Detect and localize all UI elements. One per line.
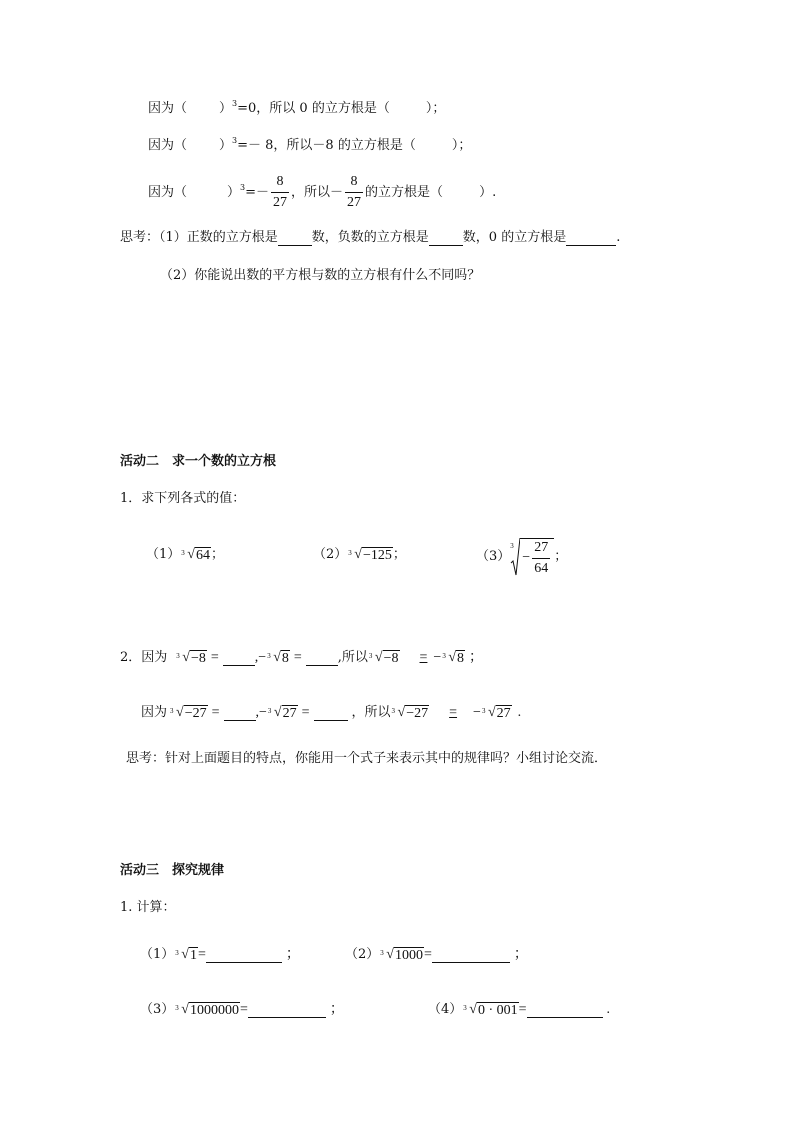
radicand: 0 · 001 xyxy=(477,1003,518,1018)
text: ）. xyxy=(479,184,497,200)
root-index: 3 xyxy=(391,707,396,715)
fraction xyxy=(271,174,289,211)
cube-root: 3 √ −27 xyxy=(392,704,430,722)
activity2-q1 xyxy=(120,490,245,508)
text: 思考：（1）正数的立方根是 xyxy=(120,230,278,245)
answer-blank-equals[interactable]: = xyxy=(419,650,428,665)
radicand: 8 xyxy=(281,651,289,666)
denominator: 64 xyxy=(532,558,550,577)
think-2 xyxy=(160,267,480,285)
text: 2．因为 xyxy=(120,650,168,665)
root-index: 3 xyxy=(267,707,272,715)
root-index: 3 xyxy=(175,949,179,957)
text: ； xyxy=(329,1002,344,1017)
text: 因为（ xyxy=(148,138,188,153)
answer-blank[interactable] xyxy=(432,948,510,963)
radicand: −8 xyxy=(383,651,399,666)
answer-blank-equals[interactable]: = xyxy=(449,705,458,720)
equals: = xyxy=(423,947,432,962)
calc-item-1 xyxy=(140,946,300,964)
answer-blank[interactable] xyxy=(566,231,616,246)
radicand: −27 xyxy=(184,706,207,721)
numerator: 8 xyxy=(276,174,284,189)
text: 因为 xyxy=(141,705,168,720)
radicand: 8 xyxy=(457,651,465,666)
label: （3） xyxy=(476,549,511,564)
activity2-think xyxy=(126,750,607,768)
text: =0，所以 0 的立方根是（ xyxy=(237,101,390,116)
fraction xyxy=(532,540,550,577)
text: ） xyxy=(219,138,233,153)
answer-blank[interactable] xyxy=(248,1003,326,1018)
radicand: 1000 xyxy=(394,948,423,963)
think-1 xyxy=(120,229,620,247)
calc-item-4 xyxy=(428,1001,610,1019)
equals: = xyxy=(210,650,219,665)
label: （4） xyxy=(428,1002,463,1017)
equals: = xyxy=(211,705,220,720)
exponent: 3 xyxy=(232,136,238,145)
answer-blank[interactable] xyxy=(223,651,255,666)
heading: 活动二 求一个数的立方根 xyxy=(120,454,277,469)
cube-root: 3 √ 27 xyxy=(268,704,298,722)
text: 的立方根是（ xyxy=(365,184,444,200)
minus-sign: − xyxy=(433,650,442,665)
exponent: 3 xyxy=(232,99,238,108)
equals: = xyxy=(518,1002,527,1017)
cube-root: 3 √ 1000000 xyxy=(175,1001,240,1019)
comma: , xyxy=(254,650,259,665)
text: ； xyxy=(392,547,406,562)
equals: = xyxy=(197,947,206,962)
text: （2）你能说出数的平方根与数的立方根有什么不同吗？ xyxy=(160,268,481,283)
root-index: 3 xyxy=(442,652,446,660)
heading: 活动三 探究规律 xyxy=(120,863,225,878)
text: 思考：针对上面题目的特点，你能用一个式子来表示其中的规律吗？小组讨论交流． xyxy=(126,751,608,766)
text: 因为（ xyxy=(148,184,188,200)
radicand: −125 xyxy=(362,548,392,563)
answer-blank[interactable] xyxy=(206,948,282,963)
text: . xyxy=(606,1002,611,1017)
text: . xyxy=(517,705,522,720)
cube-root: 3 √ −8 xyxy=(369,649,400,667)
label: （2） xyxy=(345,947,380,962)
text: 数，0 的立方根是 xyxy=(462,230,567,245)
answer-blank[interactable] xyxy=(527,1003,603,1018)
cube-root: 3 √ −125 xyxy=(348,546,393,564)
answer-blank[interactable] xyxy=(306,651,338,666)
answer-blank[interactable] xyxy=(278,231,312,246)
label: （1） xyxy=(140,947,175,962)
radicand: 27 xyxy=(496,706,511,721)
text: ）； xyxy=(451,138,472,153)
label: （3） xyxy=(140,1002,175,1017)
item-1 xyxy=(146,546,224,564)
comma: , xyxy=(255,705,260,720)
equals: = xyxy=(293,650,302,665)
minus-sign: − xyxy=(522,550,531,565)
calc-item-2 xyxy=(345,946,528,964)
text: ； xyxy=(285,947,300,962)
cube-root: 3 √ 64 xyxy=(181,546,211,564)
root-index: 3 xyxy=(175,1004,179,1012)
cube-root: 3 √ 8 xyxy=(442,649,465,667)
cube-root: 3 √ 1000 xyxy=(380,946,424,964)
cube-root: 3 √ 1 xyxy=(175,946,198,964)
numerator: 8 xyxy=(350,174,358,189)
radicand: −8 xyxy=(190,651,206,666)
radicand: 64 xyxy=(195,548,210,563)
text: ） xyxy=(227,184,241,200)
fraction xyxy=(345,174,363,211)
radicand: 1000000 xyxy=(189,1003,239,1018)
text: ； xyxy=(513,947,528,962)
minus-sign: − xyxy=(258,650,267,665)
text: =－ xyxy=(245,184,270,200)
text: ； xyxy=(210,547,224,562)
root-index: 3 xyxy=(510,542,514,550)
exponent: 3 xyxy=(240,182,246,192)
numerator: 27 xyxy=(534,539,549,555)
radicand: 1 xyxy=(189,948,197,963)
answer-blank[interactable] xyxy=(224,706,256,721)
text: ，所以－ xyxy=(291,184,344,200)
equals: = xyxy=(301,705,310,720)
activity2-q3 xyxy=(141,704,521,722)
root-index: 3 xyxy=(176,652,180,660)
cube-root: 3 √ −8 xyxy=(176,649,207,667)
activity2-title xyxy=(120,453,276,471)
activity3-title xyxy=(120,862,224,880)
root-index: 3 xyxy=(481,707,486,715)
answer-blank[interactable] xyxy=(429,231,463,246)
cube-root: 3 √ 27 xyxy=(482,704,512,722)
minus-sign: − xyxy=(259,705,267,720)
text: ； xyxy=(554,549,568,564)
calc-item-3 xyxy=(140,1001,344,1019)
line-cube-fraction xyxy=(148,174,496,211)
root-index: 3 xyxy=(267,652,271,660)
cube-root: 3 √ 0 · 001 xyxy=(463,1001,518,1019)
answer-blank[interactable] xyxy=(314,706,348,721)
label: （2） xyxy=(313,547,348,562)
root-index: 3 xyxy=(181,549,185,557)
equals: = xyxy=(239,1002,248,1017)
text: ，所以 xyxy=(351,705,391,720)
text: . xyxy=(616,230,621,245)
text: ）； xyxy=(425,101,446,116)
minus-sign: − xyxy=(473,705,481,720)
text: 因为（ xyxy=(148,101,188,116)
label: （1） xyxy=(146,547,181,562)
root-index: 3 xyxy=(463,1004,467,1012)
root-index: 3 xyxy=(368,652,373,660)
root-index: 3 xyxy=(380,949,384,957)
radicand: 27 xyxy=(282,706,297,721)
text: 1．求下列各式的值： xyxy=(120,491,246,506)
activity3-q1 xyxy=(120,899,176,917)
text: =－ 8，所以－8 的立方根是（ xyxy=(237,138,416,153)
text: 1. 计算： xyxy=(120,900,176,915)
line-cube-zero xyxy=(148,100,445,118)
cube-root: 3 √ 8 xyxy=(267,649,290,667)
text: ,所以 xyxy=(337,650,368,665)
activity2-q2 xyxy=(120,649,483,667)
item-2 xyxy=(313,546,406,564)
text: 数，负数的立方根是 xyxy=(311,230,429,245)
radicand: −27 xyxy=(406,706,429,721)
denominator: 27 xyxy=(345,192,363,211)
cube-root: 3 √ −27 xyxy=(170,704,208,722)
root-index: 3 xyxy=(348,549,352,557)
text: ） xyxy=(219,101,233,116)
denominator: 27 xyxy=(271,192,289,211)
item-3 xyxy=(476,537,567,577)
text: ； xyxy=(469,650,484,665)
root-index: 3 xyxy=(170,707,174,715)
line-cube-neg8 xyxy=(148,137,471,155)
cube-root xyxy=(510,537,554,577)
